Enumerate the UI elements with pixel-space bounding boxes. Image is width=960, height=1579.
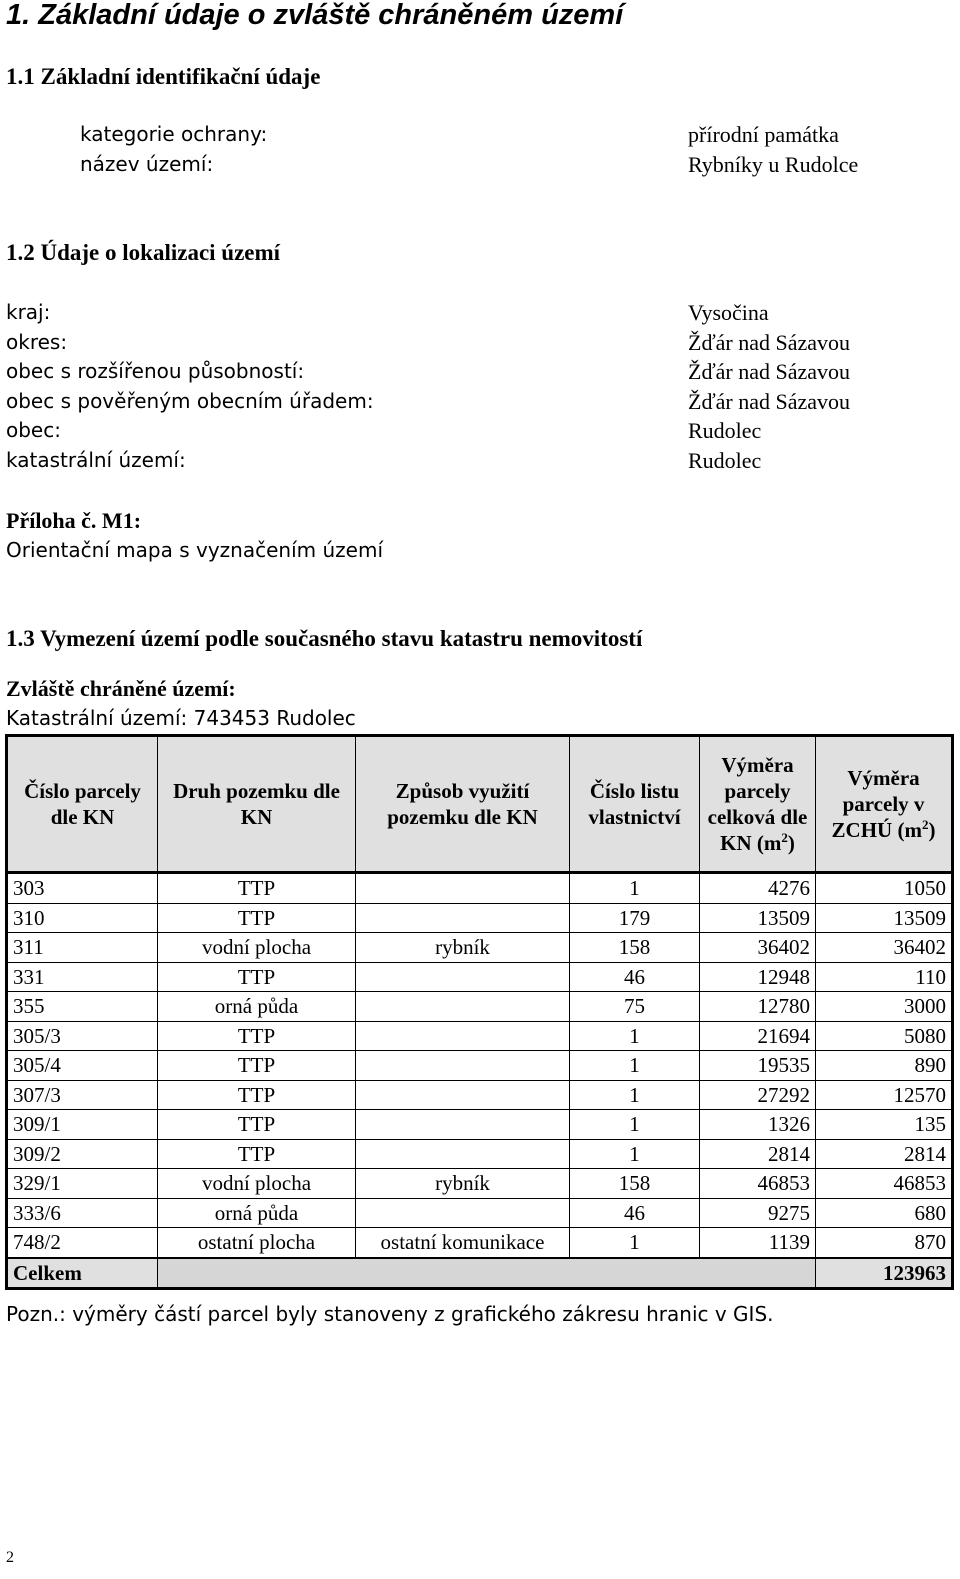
total-value: 123963 [816, 1258, 953, 1289]
page-number: 2 [6, 1549, 14, 1566]
cell-land-use [356, 1198, 570, 1228]
header-parcel-number: Číslo parcely dle KN [7, 736, 158, 873]
section-1-3-title: 1.3 Vymezení území podle současného stavu katastru nemovitostí [6, 626, 643, 651]
cell-land-use [356, 1139, 570, 1169]
cell-area-protected: 3000 [816, 992, 953, 1022]
label-region: kraj: [6, 300, 51, 324]
header-area-total-tail: ) [787, 831, 795, 855]
section-1-2-title: 1.2 Údaje o lokalizaci území [6, 240, 281, 265]
value-cadastral-area: Rudolec [688, 447, 762, 473]
header-area-total [700, 736, 816, 873]
cell-ownership-sheet: 46 [570, 1198, 700, 1228]
cell-area-total: 1139 [700, 1228, 816, 1258]
cell-land-type: orná půda [158, 1198, 356, 1228]
cell-area-total: 46853 [700, 1169, 816, 1199]
value-region: Vysočina [688, 300, 769, 325]
table-row [7, 1169, 953, 1199]
cell-ownership-sheet: 1 [570, 1139, 700, 1169]
cell-area-protected: 680 [816, 1198, 953, 1228]
label-municipality: obec: [6, 418, 61, 443]
table-row [7, 962, 953, 992]
identification-values [688, 120, 858, 179]
cell-area-protected: 2814 [816, 1139, 953, 1169]
cell-area-protected: 135 [816, 1110, 953, 1140]
page-heading: 1. Základní údaje o zvláště chráněném území [6, 0, 624, 31]
section-1-1-title [6, 62, 320, 92]
cell-land-type: ostatní plocha [158, 1228, 356, 1258]
parcel-table [5, 734, 954, 1290]
cell-ownership-sheet: 46 [570, 962, 700, 992]
cell-land-type: vodní plocha [158, 933, 356, 963]
cell-area-protected: 46853 [816, 1169, 953, 1199]
cell-land-type: TTP [158, 1021, 356, 1051]
cell-ownership-sheet: 1 [570, 1021, 700, 1051]
value-authorized-municipality: Žďár nad Sázavou [688, 388, 851, 414]
cell-parcel-number: 355 [7, 992, 158, 1022]
header-ownership-sheet: Číslo listu vlastnictví [570, 736, 700, 873]
cell-parcel-number: 309/2 [7, 1139, 158, 1169]
cell-land-type: TTP [158, 1080, 356, 1110]
cell-ownership-sheet: 75 [570, 992, 700, 1022]
header-area-protected [816, 736, 953, 873]
cell-parcel-number: 311 [7, 933, 158, 963]
cell-land-type: TTP [158, 1139, 356, 1169]
footnote: Pozn.: výměry částí parcel byly stanoveny z grafického zákresu hranic v GIS. [6, 1302, 774, 1326]
cell-land-type: orná půda [158, 992, 356, 1022]
cell-land-use [356, 962, 570, 992]
cell-parcel-number: 309/1 [7, 1110, 158, 1140]
cell-land-use: ostatní komunikace [356, 1228, 570, 1258]
header-area-total-sup: 2 [781, 830, 788, 845]
label-name: název území: [80, 151, 214, 176]
attachment-label: Příloha č. M1: [6, 508, 142, 533]
cell-land-type: TTP [158, 1051, 356, 1081]
cell-land-use [356, 1080, 570, 1110]
cell-area-total: 2814 [700, 1139, 816, 1169]
cell-area-protected: 870 [816, 1228, 953, 1258]
cell-parcel-number: 329/1 [7, 1169, 158, 1199]
cell-parcel-number: 310 [7, 903, 158, 933]
table-row [7, 1051, 953, 1081]
cell-area-protected: 12570 [816, 1080, 953, 1110]
value-district: Žďár nad Sázavou [688, 329, 851, 355]
cell-area-total: 21694 [700, 1021, 816, 1051]
cell-parcel-number: 331 [7, 962, 158, 992]
value-municipality: Rudolec [688, 418, 762, 444]
cell-land-use [356, 992, 570, 1022]
cell-parcel-number: 307/3 [7, 1080, 158, 1110]
cell-area-protected: 1050 [816, 873, 953, 904]
location-values [688, 298, 850, 476]
cell-ownership-sheet: 1 [570, 1051, 700, 1081]
table-row [7, 992, 953, 1022]
cell-land-use [356, 873, 570, 904]
table-row [7, 1198, 953, 1228]
header-area-total-text: Výměra parcely celková dle KN (m [707, 753, 808, 855]
label-cadastral-area: katastrální území: [6, 447, 186, 472]
cell-area-total: 9275 [700, 1198, 816, 1228]
cell-area-protected: 890 [816, 1051, 953, 1081]
cell-area-protected: 36402 [816, 933, 953, 963]
cell-parcel-number: 748/2 [7, 1228, 158, 1258]
cell-area-total: 12780 [700, 992, 816, 1022]
cell-area-protected: 110 [816, 962, 953, 992]
cell-area-total: 13509 [700, 903, 816, 933]
cell-ownership-sheet: 1 [570, 1080, 700, 1110]
total-label: Celkem [7, 1258, 158, 1289]
cell-land-type: TTP [158, 1110, 356, 1140]
header-area-protected-text: Výměra parcely v ZCHÚ (m [831, 766, 925, 842]
label-extended-municipality: obec s rozšířenou působností: [6, 359, 305, 384]
cadastral-area-line: Katastrální území: 743453 Rudolec [6, 706, 356, 730]
cell-ownership-sheet: 1 [570, 873, 700, 904]
table-header-row [7, 736, 953, 873]
cell-area-total: 4276 [700, 873, 816, 904]
header-area-protected-sup: 2 [921, 817, 929, 832]
identification-labels [80, 120, 267, 179]
label-authorized-municipality: obec s pověřeným obecním úřadem: [6, 388, 374, 413]
cell-land-type: TTP [158, 962, 356, 992]
value-name: Rybníky u Rudolce [688, 151, 859, 177]
total-spacer [158, 1258, 816, 1289]
cell-land-use [356, 903, 570, 933]
cell-ownership-sheet: 1 [570, 1110, 700, 1140]
cell-ownership-sheet: 158 [570, 933, 700, 963]
attachment-text: Orientační mapa s vyznačením území [6, 538, 384, 562]
cell-ownership-sheet: 1 [570, 1228, 700, 1258]
cell-area-total: 27292 [700, 1080, 816, 1110]
cell-land-use [356, 1021, 570, 1051]
cell-area-protected: 5080 [816, 1021, 953, 1051]
label-district: okres: [6, 329, 68, 354]
value-extended-municipality: Žďár nad Sázavou [688, 359, 851, 385]
cell-area-protected: 13509 [816, 903, 953, 933]
label-category: kategorie ochrany: [80, 122, 268, 146]
table-total-row [7, 1258, 953, 1289]
table-row [7, 933, 953, 963]
cell-ownership-sheet: 179 [570, 903, 700, 933]
value-category: přírodní památka [688, 122, 839, 147]
cell-land-type: vodní plocha [158, 1169, 356, 1199]
table-row [7, 873, 953, 904]
section-1-1-title-text: 1.1 Základní identifikační údaje [6, 64, 321, 89]
table-row [7, 1228, 953, 1258]
header-land-type: Druh pozemku dle KN [158, 736, 356, 873]
cell-parcel-number: 333/6 [7, 1198, 158, 1228]
cell-land-type: TTP [158, 873, 356, 904]
table-row [7, 1139, 953, 1169]
cell-area-total: 19535 [700, 1051, 816, 1081]
cell-area-total: 1326 [700, 1110, 816, 1140]
cell-land-use: rybník [356, 1169, 570, 1199]
table-row [7, 1110, 953, 1140]
header-land-use: Způsob využití pozemku dle KN [356, 736, 570, 873]
cell-land-use [356, 1110, 570, 1140]
table-row [7, 1021, 953, 1051]
cell-area-total: 12948 [700, 962, 816, 992]
cell-parcel-number: 303 [7, 873, 158, 904]
cell-parcel-number: 305/4 [7, 1051, 158, 1081]
table-row [7, 1080, 953, 1110]
location-labels [6, 298, 374, 476]
cell-area-total: 36402 [700, 933, 816, 963]
protected-area-subtitle: Zvláště chráněné území: [6, 676, 236, 701]
header-area-protected-tail: ) [928, 818, 936, 842]
cell-land-use [356, 1051, 570, 1081]
cell-land-type: TTP [158, 903, 356, 933]
cell-land-use: rybník [356, 933, 570, 963]
cell-parcel-number: 305/3 [7, 1021, 158, 1051]
table-row [7, 903, 953, 933]
table-body [7, 873, 953, 1258]
cell-ownership-sheet: 158 [570, 1169, 700, 1199]
